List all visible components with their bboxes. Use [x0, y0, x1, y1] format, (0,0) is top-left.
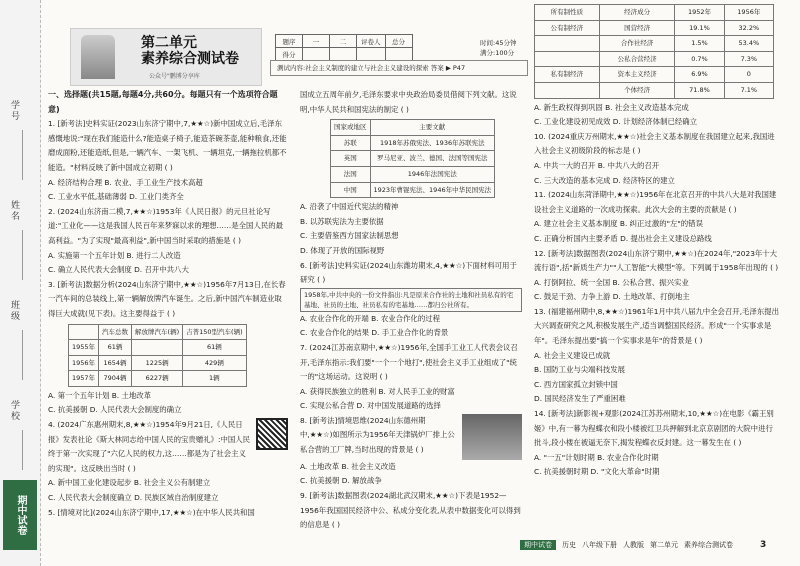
- question-text: 13. (福建福州期中,8,★★☆)1961年1月中共八届九中全会召开,毛泽东提出大兴调查研究之风,积极发展生产,适当调整国民经济。形成"一个实事求是年"。毛泽东提出要"搞一个实事求是年"的背景是 ( ): [534, 306, 779, 346]
- question-text: 12. [新考法]数据图表(2024山东济宁期中,★★☆)在2024年,"2023年十大流行语",括"新质生产力""人工智能"大模型"等。下列属于1958年出现的 ( ): [534, 248, 779, 273]
- table-header: 国家或地区: [331, 120, 371, 136]
- option-line[interactable]: C. 确立人民代表大会制度 D. 召开中共八大: [48, 265, 189, 275]
- table-cell: 6.9%: [675, 67, 724, 83]
- footer-subject: 历史: [562, 541, 576, 549]
- table-cell: 中国: [331, 182, 371, 198]
- table-cell: 个体经济: [599, 82, 675, 98]
- page-number: 3: [760, 540, 767, 550]
- table-cell: 6227辆: [132, 371, 183, 387]
- table-cell: 19.1%: [675, 20, 724, 36]
- table-cell: 71.8%: [675, 82, 724, 98]
- table-cell: 1654辆: [99, 355, 132, 371]
- table-header: 汽车总数: [99, 324, 132, 340]
- question-text: 11. (2024山东菏泽期中,★★☆)1956年在北京召开的中共八大是对我国建设社会主义道路的一次成功探索。此次大会的主要的贡献是 ( ): [534, 190, 777, 214]
- footer-grade: 八年级下册: [582, 541, 617, 549]
- table-cell: 53.4%: [724, 36, 773, 52]
- table-cell: [535, 36, 600, 52]
- option-line[interactable]: C. 鼓足干劲、力争上游 D. 土地改革、打倒地主: [534, 292, 690, 302]
- table-cell: [535, 51, 600, 67]
- question-text: 8. [新考法]情境思维(2024山东德州期中,★★☆)如图所示为1956年天津锅炉厂排上公私合营的工厂牌,当时出现的背景是 ( ): [300, 415, 455, 455]
- score-header: 二: [330, 35, 357, 48]
- table-row: [535, 67, 774, 83]
- table-cell: 英国: [331, 151, 371, 167]
- option-line[interactable]: C. 工业化建设初见成效 D. 计划经济体制已经确立: [534, 117, 698, 127]
- title-banner: [70, 28, 262, 86]
- blank-line: [22, 330, 23, 380]
- option-line[interactable]: C. 抗美援朝 D. 解放战争: [300, 476, 382, 486]
- test-scope-notice: 测试内容:社会主义制度的建立与社会主义建设的探索 答案 ▶ P47: [270, 60, 528, 76]
- table-row: [535, 20, 774, 36]
- table-row: [331, 166, 495, 182]
- option-line[interactable]: B. 以苏联宪法为主要依据: [300, 216, 384, 226]
- blank-line: [22, 230, 23, 280]
- question-text: 9. [新考法]数据图表(2024湖北武汉期末,★★☆)下表是1952—1956年我国国民经济中公、私成分变化表,从表中数据变化可以得到的信息是 ( ): [300, 491, 521, 530]
- option-line[interactable]: A. 实施第一个五年计划 B. 进行二人改造: [48, 250, 181, 260]
- table-row: [331, 135, 495, 151]
- option-line[interactable]: A. 新生政权得到巩固 B. 社会主义改造基本完成: [534, 102, 689, 112]
- table-cell: 公有制经济: [535, 20, 600, 36]
- car-production-table: [68, 324, 247, 387]
- table-cell: 0: [724, 67, 773, 83]
- column-1: [48, 88, 288, 520]
- economy-table: [534, 4, 774, 99]
- table-cell: 法国: [331, 166, 371, 182]
- option-line[interactable]: B. 国防工业与尖端科技发展: [534, 365, 626, 375]
- blank-line: [22, 430, 23, 470]
- column-2: [300, 88, 522, 533]
- question-text: 14. [新考法]新影视+观影(2024江苏苏州期末,10,★★☆)在电影《霸王别姬》中,有一幕为程蝶衣和段小楼被红卫兵押解到北京京剧团的大院中进行批斗,段小楼在被逼无奈下,揭发程蝶衣反封建。这一幕发生在 ( ): [534, 409, 774, 448]
- option-line[interactable]: C. 主要借鉴西方国家法制思想: [300, 231, 399, 241]
- table-cell: 61辆: [99, 340, 132, 356]
- score-header: 一: [303, 35, 330, 48]
- table-cell: 1956年: [69, 355, 99, 371]
- table-cell: 合作社经济: [599, 36, 675, 52]
- option-line[interactable]: A. 沿袭了中国近代宪法的精神: [300, 202, 399, 212]
- footer-unit: 第二单元: [650, 541, 678, 549]
- score-cell[interactable]: [385, 48, 412, 61]
- option-line[interactable]: A. 获得民族独立的胜利 B. 对人民手工业的财富: [300, 386, 455, 396]
- table-cell: 32.2%: [724, 20, 773, 36]
- table-cell: 私有制经济: [535, 67, 600, 83]
- score-row-label: 得分: [276, 48, 303, 61]
- option-line[interactable]: A. 新中国工业化建设起步 B. 社会主义公有制建立: [48, 478, 211, 488]
- score-header: 评卷人: [357, 35, 386, 48]
- table-cell: 公私合营经济: [599, 51, 675, 67]
- table-cell: 1辆: [183, 371, 246, 387]
- option-line[interactable]: C. 工业水平低,基础薄弱 D. 工业门类齐全: [48, 192, 184, 202]
- table-row: [331, 151, 495, 167]
- table-cell: 国营经济: [599, 20, 675, 36]
- table-row: [535, 82, 774, 98]
- blank-line: [22, 130, 23, 180]
- option-line[interactable]: A. "一五"计划时期 B. 农业合作化时期: [534, 452, 659, 462]
- table-row: [69, 355, 247, 371]
- table-cell: 1.5%: [675, 36, 724, 52]
- column-3: [534, 4, 780, 480]
- option-line[interactable]: C. 实现公私合营 D. 对中国发展道路的选择: [300, 401, 441, 411]
- option-line[interactable]: A. 建立社会主义基本制度 B. 纠正过激的"左"的错误: [534, 219, 703, 229]
- question-text: 10. (2024重庆万州期末,★★☆)社会主义基本制度在我国建立起来,我国进入社会主义初级阶段的标志是 ( ): [534, 131, 775, 156]
- table-cell: 1923年曹锟宪法、1946年中华民国宪法: [370, 182, 495, 198]
- table-cell: [535, 82, 600, 98]
- school-label: 学校: [9, 400, 19, 422]
- binding-sidebar: [0, 0, 41, 566]
- question-text: 4. (2024广东惠州期末,8,★★☆)1954年9月21日,《人民日报》发表社论《斯大林同志给中国人民的宝贵赠礼》:中国人民终于第一次实现了"六亿人民的权力,这……都是为了社会主义的实现"。这反映出当时 ( ): [48, 420, 251, 473]
- question-text: 国成立五周年前夕,毛泽东要求中央政治局委员借阅下列文献。这说明,中华人民共和国宪法的制定 ( ): [300, 90, 517, 114]
- option-line[interactable]: C. 正确分析国内主要矛盾 D. 提出社会主义建设总路线: [534, 233, 712, 243]
- table-header: 所有制性质: [535, 5, 600, 21]
- table-cell: 1918年苏俄宪法、1936年苏联宪法: [370, 135, 495, 151]
- footer-edition: 人教版: [623, 541, 644, 549]
- table-cell: 429辆: [183, 355, 246, 371]
- score-table: [275, 34, 413, 61]
- option-line[interactable]: C. 农业合作化的结果 D. 手工业合作化的背景: [300, 328, 449, 338]
- factory-photo: [462, 414, 522, 460]
- option-line[interactable]: A. 第一个五年计划 B. 土地改革: [48, 390, 152, 400]
- section-heading: 一、选择题(共15题,每题4分,共60分。每题只有一个选项符合题意): [48, 90, 278, 114]
- option-line[interactable]: C. 抗美援朝 D. 人民代表大会制度的确立: [48, 405, 182, 415]
- question-text: 3. [新考法]数据分析(2024山东济宁期中,★★☆)1956年7月13日,在长春一汽车间的总装线上,第一辆解放牌汽车诞生。之后,新中国汽车制造业取得巨大成就(见下表)。这主要得益于 ( ): [48, 279, 286, 318]
- option-line[interactable]: A. 打倒阿拉、统一全国 B. 公私合营、振兴实业: [534, 277, 689, 287]
- question-text: 1. [新考法]史料实证(2023山东济宁期中,7,★★☆)新中国成立后,毛泽东感慨地说:"现在我们能造什么?能造桌子椅子,能造茶碗茶壶,能种粮食,还能磨成面粉,还能造纸,但是,一辆汽车、一架飞机、一辆坦克,一辆拖拉机都不能造。"材料反映了新中国成立初期 ( ): [48, 119, 287, 172]
- table-cell: 1955年: [69, 340, 99, 356]
- score-header: 总分: [385, 35, 412, 48]
- page-footer: [520, 540, 733, 550]
- footer-title: 素养综合测试卷: [684, 541, 733, 549]
- table-cell: 罗马尼亚、波兰、德国、法国等国宪法: [370, 151, 495, 167]
- score-cell[interactable]: [303, 48, 330, 61]
- table-cell: 苏联: [331, 135, 371, 151]
- source-excerpt: 1958年,中共中央的一份文件指出:凡是原来合作社的土地和社员私有的宅基地、社员的土地、社员私有的宅基地……都归公社所有。: [300, 288, 522, 312]
- time-info: 时间:45分钟 满分:100分: [480, 39, 517, 57]
- option-line[interactable]: C. 西方国家孤立封锁中国: [534, 379, 618, 389]
- option-line[interactable]: C. 人民代表大会制度确立 D. 民族区域自治制度建立: [48, 493, 219, 503]
- table-cell: 7.1%: [724, 82, 773, 98]
- table-header: 吉普150型汽车(辆): [183, 324, 246, 340]
- banner-subtitle: 公众号"鹏博分享库: [149, 73, 200, 80]
- question-text: 7. (2024江苏南京期中,★★☆)1956年,全国手工业工人代表会议召开,毛泽东指示:我们要"一个一个地打",使社会主义手工业组成了"统一的"这场运动。这说明 ( ): [300, 342, 518, 382]
- table-row: [331, 182, 495, 198]
- table-row: [535, 51, 774, 67]
- page-title: 第二单元 素养综合测试卷: [141, 35, 239, 67]
- option-line[interactable]: A. 土地改革 B. 社会主义改造: [300, 461, 396, 471]
- score-header: 题序: [276, 35, 303, 48]
- table-cell: 1225辆: [132, 355, 183, 371]
- option-line[interactable]: D. 体现了开放的国际视野: [300, 245, 385, 255]
- student-id-label: 学号: [9, 100, 19, 122]
- table-row: [69, 371, 247, 387]
- name-label: 姓名: [9, 200, 19, 222]
- table-cell: 0.7%: [675, 51, 724, 67]
- score-cell[interactable]: [357, 48, 386, 61]
- option-line[interactable]: C. 三大改造的基本完成 D. 经济特区的建立: [534, 175, 675, 185]
- table-header: 1956年: [724, 5, 773, 21]
- option-line[interactable]: A. 社会主义建设已成就: [534, 350, 611, 360]
- table-cell: 1957年: [69, 371, 99, 387]
- table-header: 1952年: [675, 5, 724, 21]
- table-cell: [132, 340, 183, 356]
- footer-brand: 期中试卷: [520, 540, 556, 550]
- table-cell: 7904辆: [99, 371, 132, 387]
- table-row: [69, 340, 247, 356]
- option-line[interactable]: D. 国民经济发生了严重困难: [534, 394, 626, 404]
- question-text: 6. [新考法]史料实证(2024山东潍坊期末,4,★★☆)下面材料可用于研究 ( ): [300, 260, 517, 285]
- option-line[interactable]: C. 抗美援朝时期 D. "文化大革命"时期: [534, 467, 660, 477]
- qr-code-icon: [256, 418, 288, 450]
- table-cell: 61辆: [183, 340, 246, 356]
- option-line[interactable]: A. 中共一大的召开 B. 中共八大的召开: [534, 160, 660, 170]
- person-figure-icon: [81, 35, 115, 79]
- option-line[interactable]: A. 经济结构合理 B. 农业、手工业生产技术高超: [48, 177, 203, 187]
- table-header: 主要文献: [370, 120, 495, 136]
- question-text: 5. [情境对比](2024山东济宁期中,17,★★☆)在中华人民共和国: [48, 507, 255, 517]
- table-header: 解放牌汽车(辆): [132, 324, 183, 340]
- table-row: [535, 36, 774, 52]
- question-text: 2. (2024山东济南二模,7,★★☆)1953年《人民日报》的元旦社论写道:"工业化——这是我国人民百年来梦寐以求的理想……是全国人民的最高利益。"为了实现"最高利益",新中国当时采取的措施是 ( ): [48, 206, 284, 245]
- table-cell: 1946年法国宪法: [370, 166, 495, 182]
- brand-logo: 期中试卷: [3, 480, 37, 550]
- table-header: [69, 324, 99, 340]
- option-line[interactable]: A. 农业合作化的开端 B. 农业合作化的过程: [300, 313, 440, 323]
- score-cell[interactable]: [330, 48, 357, 61]
- class-label: 班级: [9, 300, 19, 322]
- table-cell: 资本主义经济: [599, 67, 675, 83]
- constitution-table: [330, 119, 495, 198]
- table-header: 经济成分: [599, 5, 675, 21]
- table-cell: 7.3%: [724, 51, 773, 67]
